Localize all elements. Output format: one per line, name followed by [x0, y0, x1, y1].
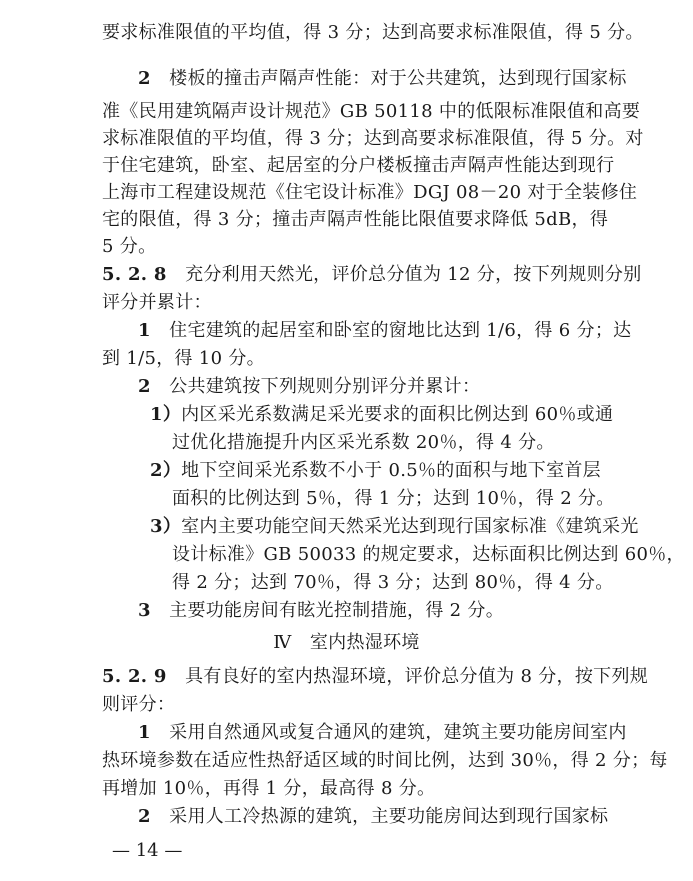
text-line: 评分并累计：	[102, 292, 212, 313]
clause-line: 2 公共建筑按下列规则分别评分并累计：	[138, 376, 481, 397]
item-number: 3	[138, 600, 151, 621]
text-line: 面积的比例达到 5％，得 1 分；达到 10％，得 2 分。	[172, 488, 615, 509]
text-line: 热环境参数在适应性热舒适区域的时间比例，达到 30％，得 2 分；每	[102, 750, 668, 771]
sub-item-line: 2）地下空间采光系数不小于 0.5％的面积与地下室首层	[150, 460, 601, 481]
text-line: 5 分。	[102, 236, 157, 257]
section-clause-line: 5. 2. 8 充分利用天然光，评价总分值为 12 分，按下列规则分别	[102, 264, 642, 285]
text-line: 宅的限值，得 3 分；撞击声隔声性能比限值要求降低 5dB，得	[102, 209, 609, 230]
item-number: 2	[138, 806, 151, 827]
item-number: 1	[138, 722, 151, 743]
text-line: 于住宅建筑，卧室、起居室的分户楼板撞击声隔声性能达到现行	[102, 155, 615, 176]
sub-item-line: 1）内区采光系数满足采光要求的面积比例达到 60％或通	[150, 404, 614, 425]
text-line: 求标准限值的平均值，得 3 分；达到高要求标准限值，得 5 分。对	[102, 128, 644, 149]
text-line: 则评分：	[102, 694, 176, 715]
clause-number: 5. 2. 9	[102, 666, 167, 687]
item-number: 2	[138, 68, 151, 89]
text-line: 过优化措施提升内区采光系数 20％，得 4 分。	[172, 432, 555, 453]
clause-line: 2 采用人工冷热源的建筑，主要功能房间达到现行国家标	[138, 806, 609, 827]
clause-line: 1 采用自然通风或复合通风的建筑，建筑主要功能房间室内	[138, 722, 627, 743]
text-line: 得 2 分；达到 70％，得 3 分；达到 80％，得 4 分。	[172, 572, 614, 593]
clause-line: 1 住宅建筑的起居室和卧室的窗地比达到 1/6，得 6 分；达	[138, 320, 632, 341]
text-line: 到 1/5，得 10 分。	[102, 348, 265, 369]
section-heading: Ⅳ 室内热湿环境	[273, 632, 420, 653]
clause-line: 2 楼板的撞击声隔声性能：对于公共建筑，达到现行国家标	[138, 68, 627, 89]
item-number: 1	[138, 320, 151, 341]
text-line: 上海市工程建设规范《住宅设计标准》DGJ 08－20 对于全装修住	[102, 182, 638, 203]
sub-item-number: 1）	[150, 404, 182, 425]
clause-number: 5. 2. 8	[102, 264, 167, 285]
text-line: 准《民用建筑隔声设计规范》GB 50118 中的低限标准限值和高要	[102, 101, 641, 122]
text-line: 要求标准限值的平均值，得 3 分；达到高要求标准限值，得 5 分。	[102, 22, 644, 43]
page-number: — 14 —	[112, 840, 183, 861]
sub-item-number: 3）	[150, 516, 182, 537]
sub-item-line: 3）室内主要功能空间天然采光达到现行国家标准《建筑采光	[150, 516, 639, 537]
text-line: 设计标准》GB 50033 的规定要求，达标面积比例达到 60％，	[172, 544, 685, 565]
text-line: 再增加 10％，再得 1 分，最高得 8 分。	[102, 778, 436, 799]
sub-item-number: 2）	[150, 460, 182, 481]
clause-line: 3 主要功能房间有眩光控制措施，得 2 分。	[138, 600, 505, 621]
section-clause-line: 5. 2. 9 具有良好的室内热湿环境，评价总分值为 8 分，按下列规	[102, 666, 649, 687]
item-number: 2	[138, 376, 151, 397]
